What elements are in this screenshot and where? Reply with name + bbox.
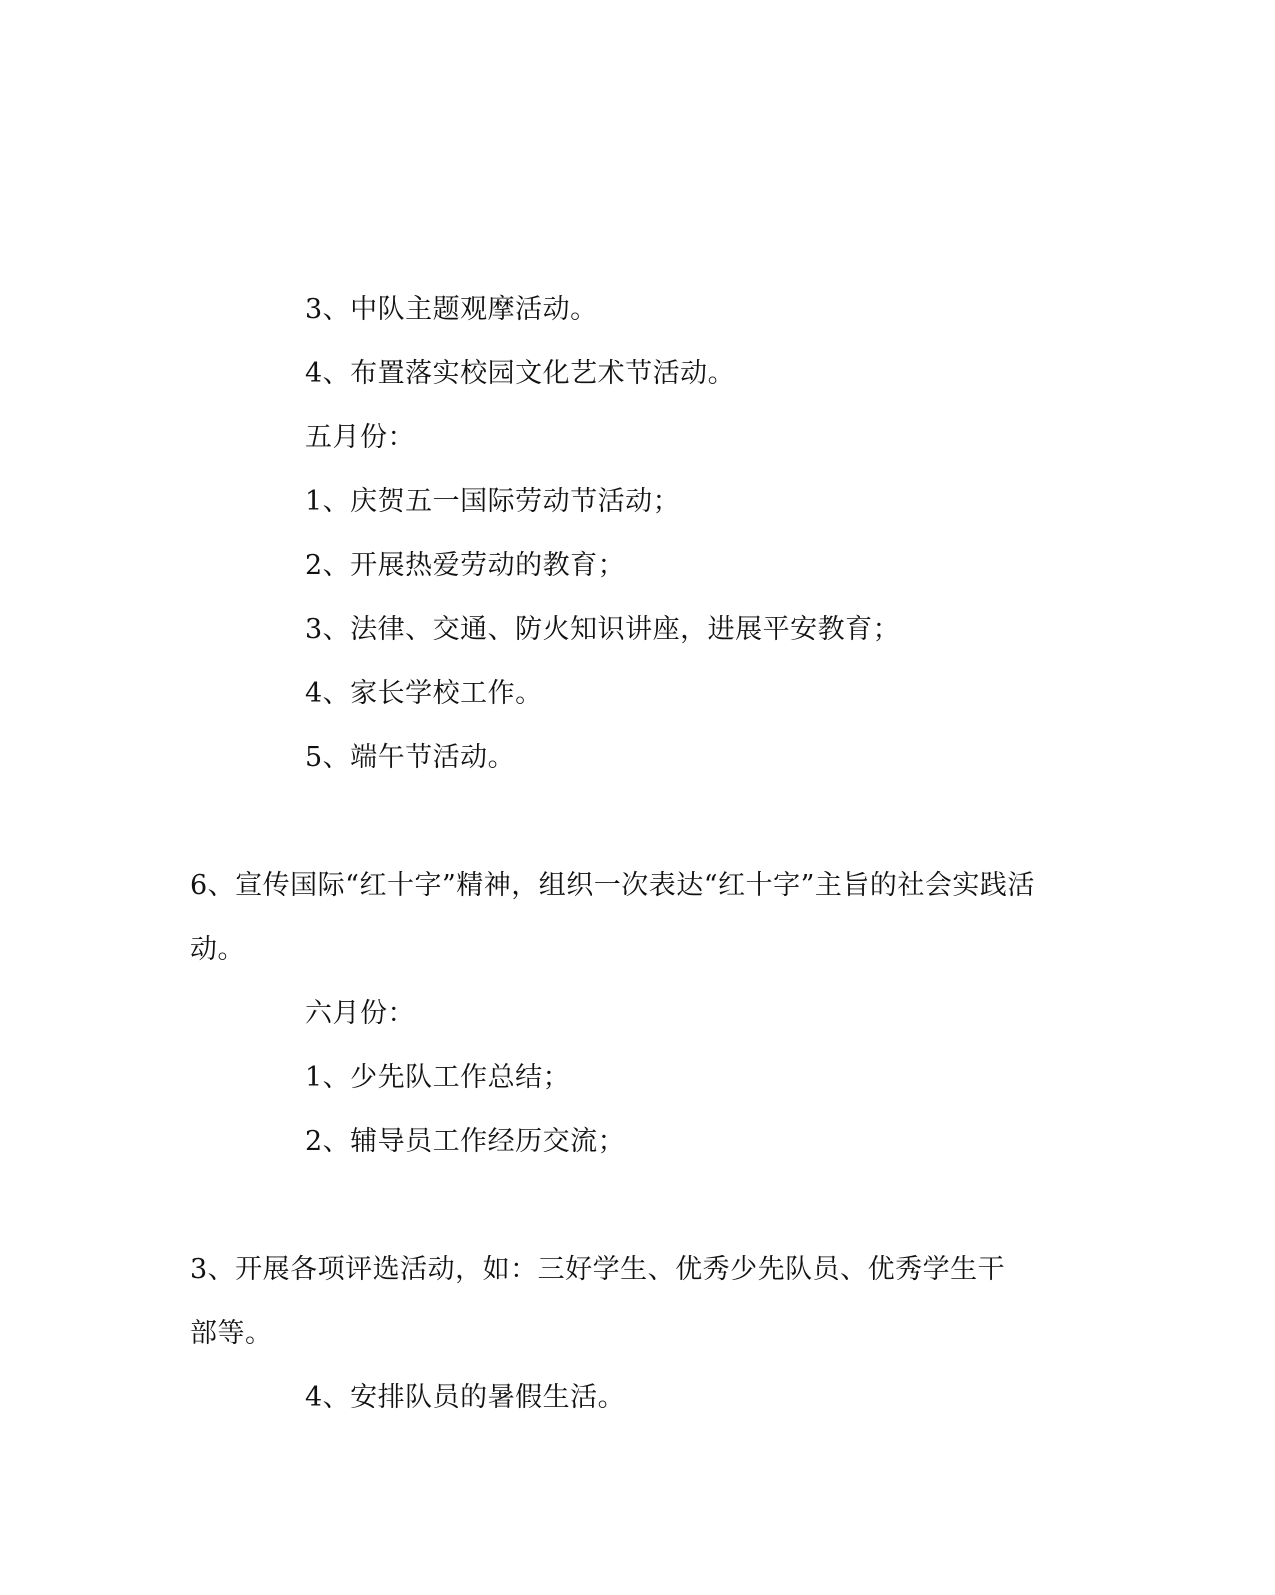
list-item: 1、庆贺五一国际劳动节活动； — [305, 486, 681, 517]
list-item: 4、家长学校工作。 — [305, 678, 543, 709]
list-item: 3、法律、交通、防火知识讲座，进展平安教育； — [305, 614, 901, 645]
section-heading-june: 六月份： — [305, 998, 415, 1029]
list-item: 2、开展热爱劳动的教育； — [305, 550, 626, 581]
list-item: 2、辅导员工作经历交流； — [305, 1126, 626, 1157]
list-item: 3、中队主题观摩活动。 — [305, 294, 598, 325]
paragraph-line: 部等。 — [190, 1318, 273, 1349]
paragraph-line: 动。 — [190, 934, 245, 965]
paragraph-line: 6、宣传国际“红十字”精神，组织一次表达“红十字”主旨的社会实践活 — [190, 870, 1035, 901]
section-heading-may: 五月份： — [305, 422, 415, 453]
paragraph-line: 3、开展各项评选活动，如：三好学生、优秀少先队员、优秀学生干 — [190, 1254, 1006, 1285]
list-item: 1、少先队工作总结； — [305, 1062, 571, 1093]
list-item: 5、端午节活动。 — [305, 742, 516, 773]
list-item: 4、安排队员的暑假生活。 — [305, 1382, 626, 1413]
list-item: 4、布置落实校园文化艺术节活动。 — [305, 358, 736, 389]
